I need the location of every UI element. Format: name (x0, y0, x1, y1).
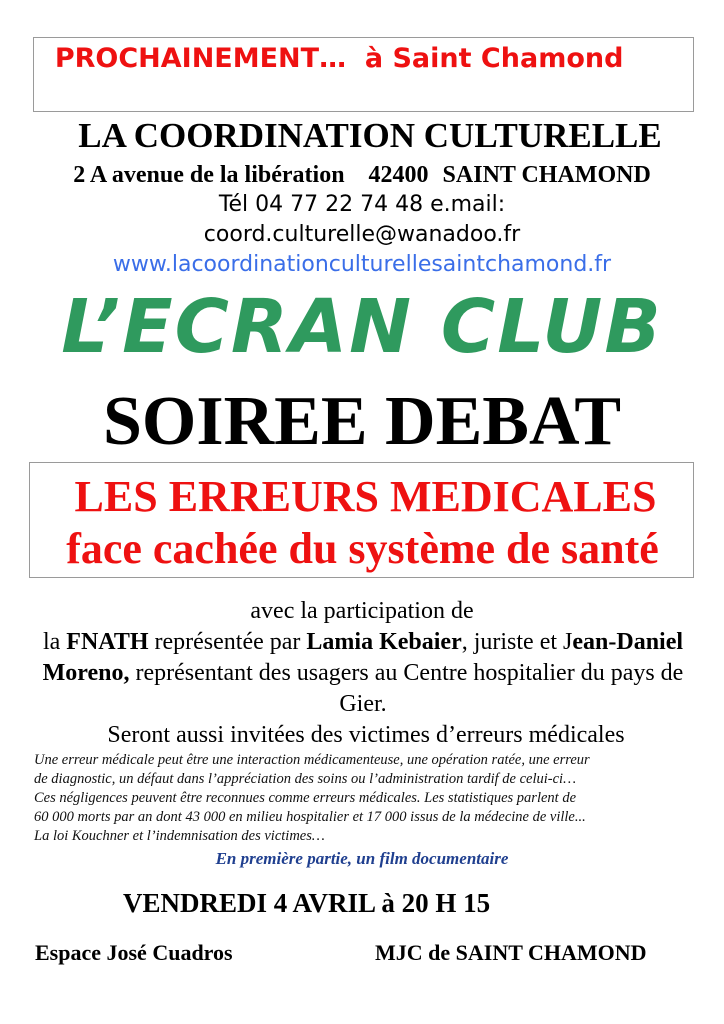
speaker-2: ean-Daniel Moreno, (42, 629, 684, 686)
organizer-website-link[interactable]: www.lacoordinationculturellesaintchamond.fr (112, 252, 612, 277)
event-title-line2: face cachée du système de santé (66, 524, 659, 573)
description-line: Une erreur médicale peut être une interaction médicamenteuse, une opération ratée, une erreur (34, 752, 590, 768)
description-line: de diagnostic, un défaut dans l’appréciation des soins ou l’administration tardif de celui-ci… (34, 771, 576, 787)
participant-org: FNATH (66, 629, 149, 655)
organizer-address (0, 162, 724, 189)
address-street: 2 A avenue de la libération (73, 162, 345, 188)
participants-paragraph (33, 627, 693, 720)
organizer-email[interactable]: coord.culturelle@wanadoo.fr (203, 222, 521, 247)
event-type: SOIREE DEBAT (102, 383, 622, 460)
description-line: Ces négligences peuvent être reconnues comme erreurs médicales. Les statistiques parlent de (34, 790, 577, 806)
victims-invited: Seront aussi invitées des victimes d’erreurs médicales (107, 722, 625, 748)
event-title-box (29, 462, 694, 578)
address-postcode: 42400 (368, 162, 429, 188)
description-block (34, 751, 694, 846)
announcement-text: PROCHAINEMENT… à Saint Chamond (36, 43, 624, 74)
participants-prefix: la (42, 629, 67, 655)
organizer-phone: Tél 04 77 22 74 48 e.mail: (218, 192, 506, 217)
documentary-note: En première partie, un film documentaire (215, 849, 509, 868)
event-title-line1: LES ERREURS MEDICALES (74, 472, 657, 521)
speaker-2-role: représentant des usagers au Centre hospitalier du pays de Gier. (129, 660, 684, 717)
description-line: 60 000 morts par an dont 43 000 en milieu hospitalier et 17 000 issus de la médecine de ville... (34, 809, 586, 825)
speaker-1-role: , juriste et J (461, 629, 573, 655)
event-date-time: VENDREDI 4 AVRIL à 20 H 15 (123, 888, 491, 918)
club-name: L’ECRAN CLUB (61, 284, 663, 370)
participation-intro: avec la participation de (250, 598, 474, 624)
organizer-name: LA COORDINATION CULTURELLE (78, 116, 662, 155)
announcement-box (33, 37, 694, 112)
event-venue-org: MJC de SAINT CHAMOND (375, 940, 647, 965)
speaker-1: Lamia Kebaier (306, 629, 462, 655)
event-venue: Espace José Cuadros (35, 940, 233, 965)
description-line: La loi Kouchner et l’indemnisation des victimes… (34, 828, 325, 844)
participants-represented: représentée par (148, 629, 307, 655)
address-city: SAINT CHAMOND (442, 162, 651, 188)
